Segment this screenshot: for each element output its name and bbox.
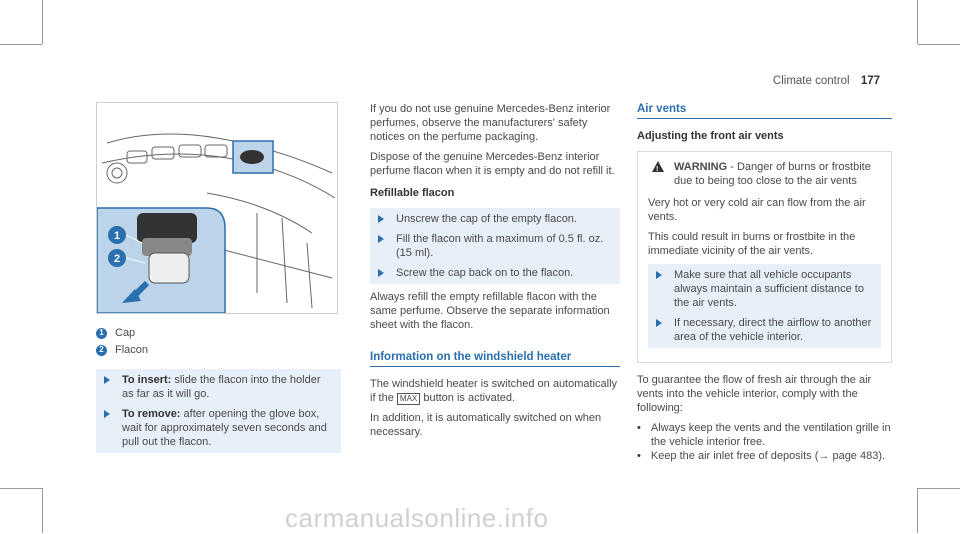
text-run: button is activated. — [423, 392, 516, 404]
step-text: Make sure that all vehicle occupants always maintain a sufficient distance to the air vents. — [674, 269, 864, 309]
column-right — [637, 102, 892, 463]
instruction-step — [104, 407, 335, 449]
step-text: after opening the glove box, wait for approximately seven seconds and pull out the flacon. — [122, 408, 327, 448]
text-run: The windshield heater is switched on automatically if the — [370, 378, 618, 404]
crop-mark — [0, 488, 42, 489]
bullet-item — [637, 449, 892, 463]
section-title: Information on the windshield heater — [370, 350, 620, 367]
instruction-step — [378, 266, 614, 280]
warning-label: WARNING — [674, 161, 728, 173]
instruction-steps — [648, 264, 881, 348]
step-text: If necessary, direct the airflow to another area of the vehicle interior. — [674, 317, 872, 343]
bullet-item — [637, 421, 892, 449]
section-name: Climate control — [772, 75, 850, 87]
column-middle — [370, 102, 620, 445]
callout-number: 1 — [96, 328, 107, 339]
dashboard-drawing — [97, 103, 337, 313]
callout-number: 2 — [96, 345, 107, 356]
svg-text:1: 1 — [113, 230, 121, 242]
instruction-steps — [96, 369, 341, 453]
step-text: Unscrew the cap of the empty flacon. — [396, 213, 577, 225]
paragraph: Always refill the empty refillable flacon with the same perfume. Observe the separate information sheet with the flacon. — [370, 291, 610, 331]
paragraph: This could result in burns or frostbite in the immediate vicinity of the air vents. — [648, 231, 856, 257]
paragraph: In addition, it is automatically switched on when necessary. — [370, 412, 602, 438]
legend-label: Flacon — [115, 344, 149, 356]
paragraph: Very hot or very cold air can flow from the air vents. — [648, 197, 866, 223]
instruction-steps — [370, 208, 620, 284]
crop-mark — [918, 488, 960, 489]
crop-mark — [917, 0, 918, 44]
instruction-step — [378, 212, 614, 226]
step-arrow-icon — [656, 271, 662, 279]
page-header — [773, 75, 880, 87]
legend-item — [96, 343, 341, 357]
svg-text:2: 2 — [113, 253, 121, 265]
page-number: 177 — [860, 75, 880, 87]
step-arrow-icon — [378, 269, 384, 277]
subheading: Refillable flacon — [370, 187, 455, 199]
step-text: Screw the cap back on to the flacon. — [396, 267, 574, 279]
crop-mark — [918, 44, 960, 45]
bullet-icon: • — [637, 422, 641, 434]
step-lead: To insert: — [122, 374, 172, 386]
subheading: Adjusting the front air vents — [637, 130, 784, 142]
crop-mark — [917, 488, 918, 533]
crop-mark — [0, 44, 42, 45]
section-title: Air vents — [637, 102, 892, 119]
legend — [96, 326, 341, 357]
step-arrow-icon — [656, 319, 662, 327]
step-arrow-icon — [104, 376, 110, 384]
perfume-holder-illustration — [96, 102, 338, 314]
warning-triangle-icon — [652, 161, 664, 172]
crop-mark — [42, 0, 43, 44]
max-defrost-button-icon: MAX — [397, 393, 420, 405]
bullet-text: Always keep the vents and the ventilation grille in the vehicle interior free. — [650, 422, 891, 448]
step-arrow-icon — [378, 215, 384, 223]
warning-title: - Danger of burns or frostbite due to being too close to the air vents — [674, 161, 871, 187]
column-left — [96, 326, 341, 459]
crop-mark — [42, 488, 43, 533]
bullet-icon: • — [637, 450, 641, 462]
paragraph: Dispose of the genuine Mercedes-Benz interior perfume flacon when it is empty and do not refill it. — [370, 151, 615, 177]
warning-header — [648, 160, 881, 188]
legend-item — [96, 326, 341, 340]
paragraph: To guarantee the flow of fresh air through the air vents into the vehicle interior, comply with the following: — [637, 374, 872, 414]
legend-label: Cap — [115, 327, 136, 339]
bullet-text: Keep the air inlet free of deposits (→ page 483). — [650, 450, 886, 462]
instruction-step — [656, 268, 875, 310]
step-lead: To remove: — [122, 408, 181, 420]
paragraph — [370, 377, 620, 405]
instruction-step — [378, 232, 614, 260]
watermark: carmanualsonline.info — [285, 503, 549, 533]
step-text: Fill the flacon with a maximum of 0.5 fl. oz. (15 ml). — [396, 233, 604, 259]
instruction-step — [104, 373, 335, 401]
instruction-step — [656, 316, 875, 344]
step-text: slide the flacon into the holder as far as it will go. — [122, 374, 321, 400]
warning-box — [637, 151, 892, 363]
step-arrow-icon — [104, 410, 110, 418]
step-arrow-icon — [378, 235, 384, 243]
paragraph: If you do not use genuine Mercedes-Benz interior perfumes, observe the manufacturers' safety notices on the perfume packaging. — [370, 103, 611, 143]
